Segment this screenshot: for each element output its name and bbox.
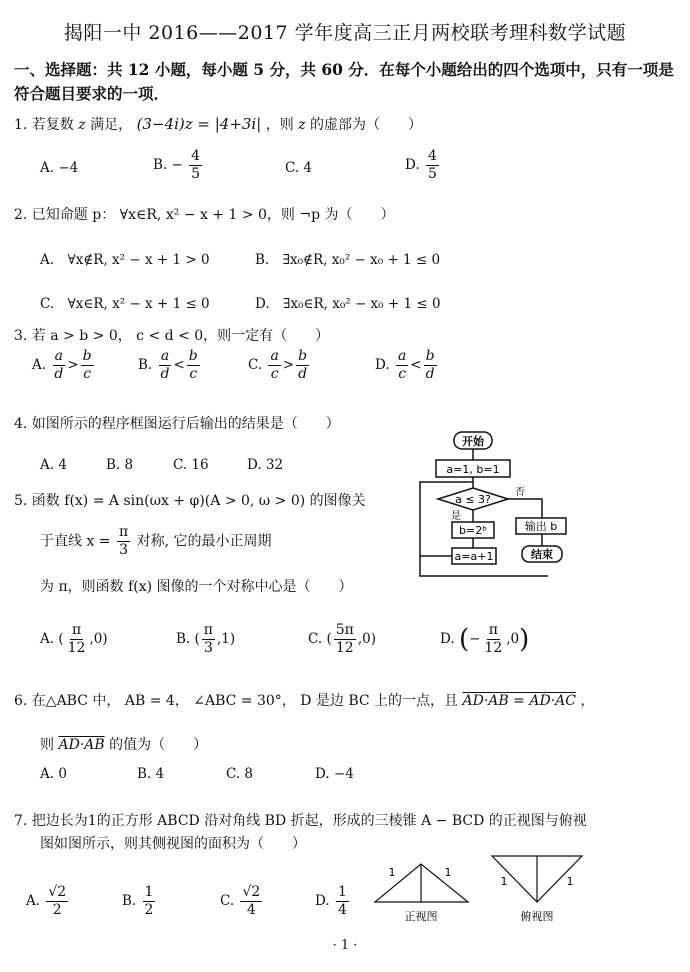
flow-output-text: 输出 b [524,520,558,533]
question-7-line2: 图如图所示，则其侧视图的面积为（ ） [40,836,306,852]
q5-c-open: ( [326,631,332,647]
q5-a-frac: $\frac{\pi}{12}$ [67,622,86,656]
q5-line2-pre: 于直线 x = [40,533,111,550]
q2-option-b[interactable]: B. ∃x₀∉R, x₀² − x₀ + 1 ≤ 0 [255,252,441,268]
q1-prefix: 1. 若复数 [14,117,74,133]
q5-d-label: D. [440,631,455,647]
q3-c-frac2: $\frac{b}{d}$ [298,348,308,382]
flow-no-label: 否 [515,487,525,498]
q2-option-d[interactable]: D. ∃x₀∈R, x₀² − x₀ + 1 ≤ 0 [255,296,441,312]
q5-a-tail: ,0) [89,631,108,647]
q6-option-d[interactable]: D. −4 [315,766,354,782]
q4-option-a[interactable]: A. 4 [40,457,67,473]
flow-assign-b-text: b=2ᵇ [459,524,487,537]
q7-a-label: A. [26,893,41,909]
top-view-caption: 俯视图 [520,910,554,923]
q6-line1-end: ， [580,693,595,709]
q7-c-frac: $\frac{√2}{4}$ [242,884,261,918]
q5-a-label: A. [40,631,55,647]
q3-b-op: < [173,357,185,373]
q5-d-lparen: ( [458,624,470,655]
q6-option-b[interactable]: B. 4 [137,766,165,782]
q1-d-label: D. [405,157,420,173]
q4-option-c[interactable]: C. 16 [173,457,209,473]
q4-option-b[interactable]: B. 8 [106,457,134,473]
question-1 [14,114,422,134]
q1-b-fraction: $\frac{4}{5}$ [191,148,201,182]
q3-d-frac2: $\frac{b}{d}$ [425,348,435,382]
q6-line2-pre: 则 [40,737,54,753]
q5-d-minus: − [469,631,481,647]
question-2: 2. 已知命题 p： ∀x∈R, x² − x + 1 > 0，则 ¬p 为（ ） [14,207,395,223]
q1-variable: z [78,117,86,133]
question-5-line3: 为 π，则函数 f(x) 图像的一个对称中心是（ ） [40,579,353,595]
q7-option-c[interactable] [220,884,264,919]
question-4: 4. 如图所示的程序框图运行后输出的结果是（ ） [14,416,340,432]
q7-d-frac: $\frac{1}{4}$ [337,884,347,918]
q1-mid: 满足， [90,117,133,133]
q7-d-label: D. [315,893,330,909]
top-view-left-edge: 1 [500,875,508,888]
front-view-caption: 正视图 [404,910,438,923]
q1-equation: (3−4i)z = |4+3i| [136,115,262,133]
q4-option-d[interactable]: D. 32 [247,457,284,473]
question-5-line2 [40,524,272,559]
q5-option-c[interactable] [308,622,376,657]
q6-line1-text: 6. 在△ABC 中， AB = 4， ∠ABC = 30°， D 是边 BC 上的一点，且 [14,693,459,709]
q1-option-d[interactable] [405,148,441,183]
q5-c-tail: ,0) [357,631,376,647]
q5-a-open: ( [58,631,64,647]
question-5-line1: 5. 函数 f(x) = A sin(ωx + φ)(A > 0, ω > 0) 的图像关 [14,493,366,509]
q1-tail: 的虚部为（ ） [310,117,423,133]
flow-cond-text: a ≤ 3? [455,493,491,506]
q5-b-tail: ,1) [217,631,236,647]
q3-c-op: > [282,357,295,373]
q6-vector-equation: AD·AB = AD·AC [462,693,576,709]
front-view-left-edge: 1 [388,866,396,879]
flow-yes-label: 是 [451,511,461,522]
q5-line2-post: 对称, 它的最小正周期 [136,533,272,550]
section-heading: 一、选择题：共 12 小题，每小题 5 分，共 60 分．在每个小题给出的四个选项中，只有一项是符合题目要求的一项． [14,60,674,103]
q7-b-label: B. [122,893,137,909]
q3-d-label: D. [375,357,390,373]
q5-option-b[interactable] [176,622,235,657]
q6-line2-post: 的值为（ ） [109,737,208,753]
q5-d-rparen: ) [519,624,530,655]
q3-option-c[interactable] [248,348,311,383]
q3-c-frac1: $\frac{a}{c}$ [270,348,279,382]
page-title: 揭阳一中 2016——2017 学年度高三正月两校联考理科数学试题 [63,22,627,44]
q3-b-frac1: $\frac{a}{d}$ [160,348,170,382]
q1-b-minus: − [171,157,183,173]
q3-b-frac2: $\frac{b}{c}$ [188,348,198,382]
q1-option-b[interactable] [153,148,204,183]
q5-b-frac: $\frac{\pi}{3}$ [203,622,213,656]
q7-a-frac: $\frac{√2}{2}$ [48,884,67,918]
q3-option-d[interactable] [375,348,439,383]
q7-option-b[interactable] [122,884,157,919]
q3-d-op: < [410,357,422,373]
q6-vector-product: AD·AB [58,737,105,753]
q5-line2-frac: $\frac{\pi}{3}$ [118,524,129,558]
front-view-diagram [368,860,478,926]
q7-option-d[interactable] [315,884,351,919]
flowchart-diagram [412,430,567,580]
flow-assign-a-text: a=a+1 [454,550,494,563]
q2-option-c[interactable]: C. ∀x∈R, x² − x + 1 ≤ 0 [40,296,210,312]
flow-start-text: 开始 [462,435,484,448]
q3-option-b[interactable] [138,348,202,383]
q5-d-tail: ,0 [506,631,520,647]
q1-variable-2: z [298,117,306,133]
q6-option-c[interactable]: C. 8 [226,766,254,782]
q5-option-a[interactable] [40,622,108,657]
question-6-line1 [14,690,594,710]
q3-option-a[interactable] [32,348,96,383]
q5-option-d[interactable] [440,622,529,657]
question-7-line1: 7. 把边长为1的正方形 ABCD 沿对角线 BD 折起，形成的三棱锥 A − BCD 的正视图与俯视 [14,813,587,829]
q1-option-c[interactable]: C. 4 [285,160,313,176]
q3-b-label: B. [138,357,153,373]
q5-b-open: ( [194,631,200,647]
q5-b-label: B. [176,631,191,647]
q5-d-frac: $\frac{\pi}{12}$ [484,622,503,656]
top-view-diagram [488,850,588,926]
top-view-right-edge: 1 [566,875,574,888]
q7-c-label: C. [220,893,235,909]
q6-option-a[interactable]: A. 0 [40,766,67,782]
q1-post: ，则 [265,117,294,133]
q7-option-a[interactable] [26,884,70,919]
q3-d-frac1: $\frac{a}{c}$ [397,348,407,382]
front-view-right-edge: 1 [444,866,452,879]
q3-a-op: > [67,357,79,373]
q3-a-label: A. [32,357,47,373]
q3-a-frac1: $\frac{a}{d}$ [54,348,64,382]
q3-a-frac2: $\frac{b}{c}$ [82,348,92,382]
question-6-line2 [40,734,207,754]
q3-c-label: C. [248,357,263,373]
q5-c-frac: $\frac{5\pi}{12}$ [335,622,354,656]
q7-b-frac: $\frac{1}{2}$ [144,884,154,918]
q1-b-label: B. [153,157,168,173]
q1-option-a[interactable]: A. −4 [40,160,79,176]
q2-option-a[interactable]: A. ∀x∉R, x² − x + 1 > 0 [40,252,210,268]
flow-end-text: 结束 [531,548,553,561]
page-number: · 1 · [332,938,358,953]
q1-d-fraction: $\frac{4}{5}$ [427,148,437,182]
q5-c-label: C. [308,631,323,647]
flow-init-text: a=1, b=1 [446,463,500,476]
question-3: 3. 若 a > b > 0， c < d < 0，则一定有（ ） [14,328,330,344]
